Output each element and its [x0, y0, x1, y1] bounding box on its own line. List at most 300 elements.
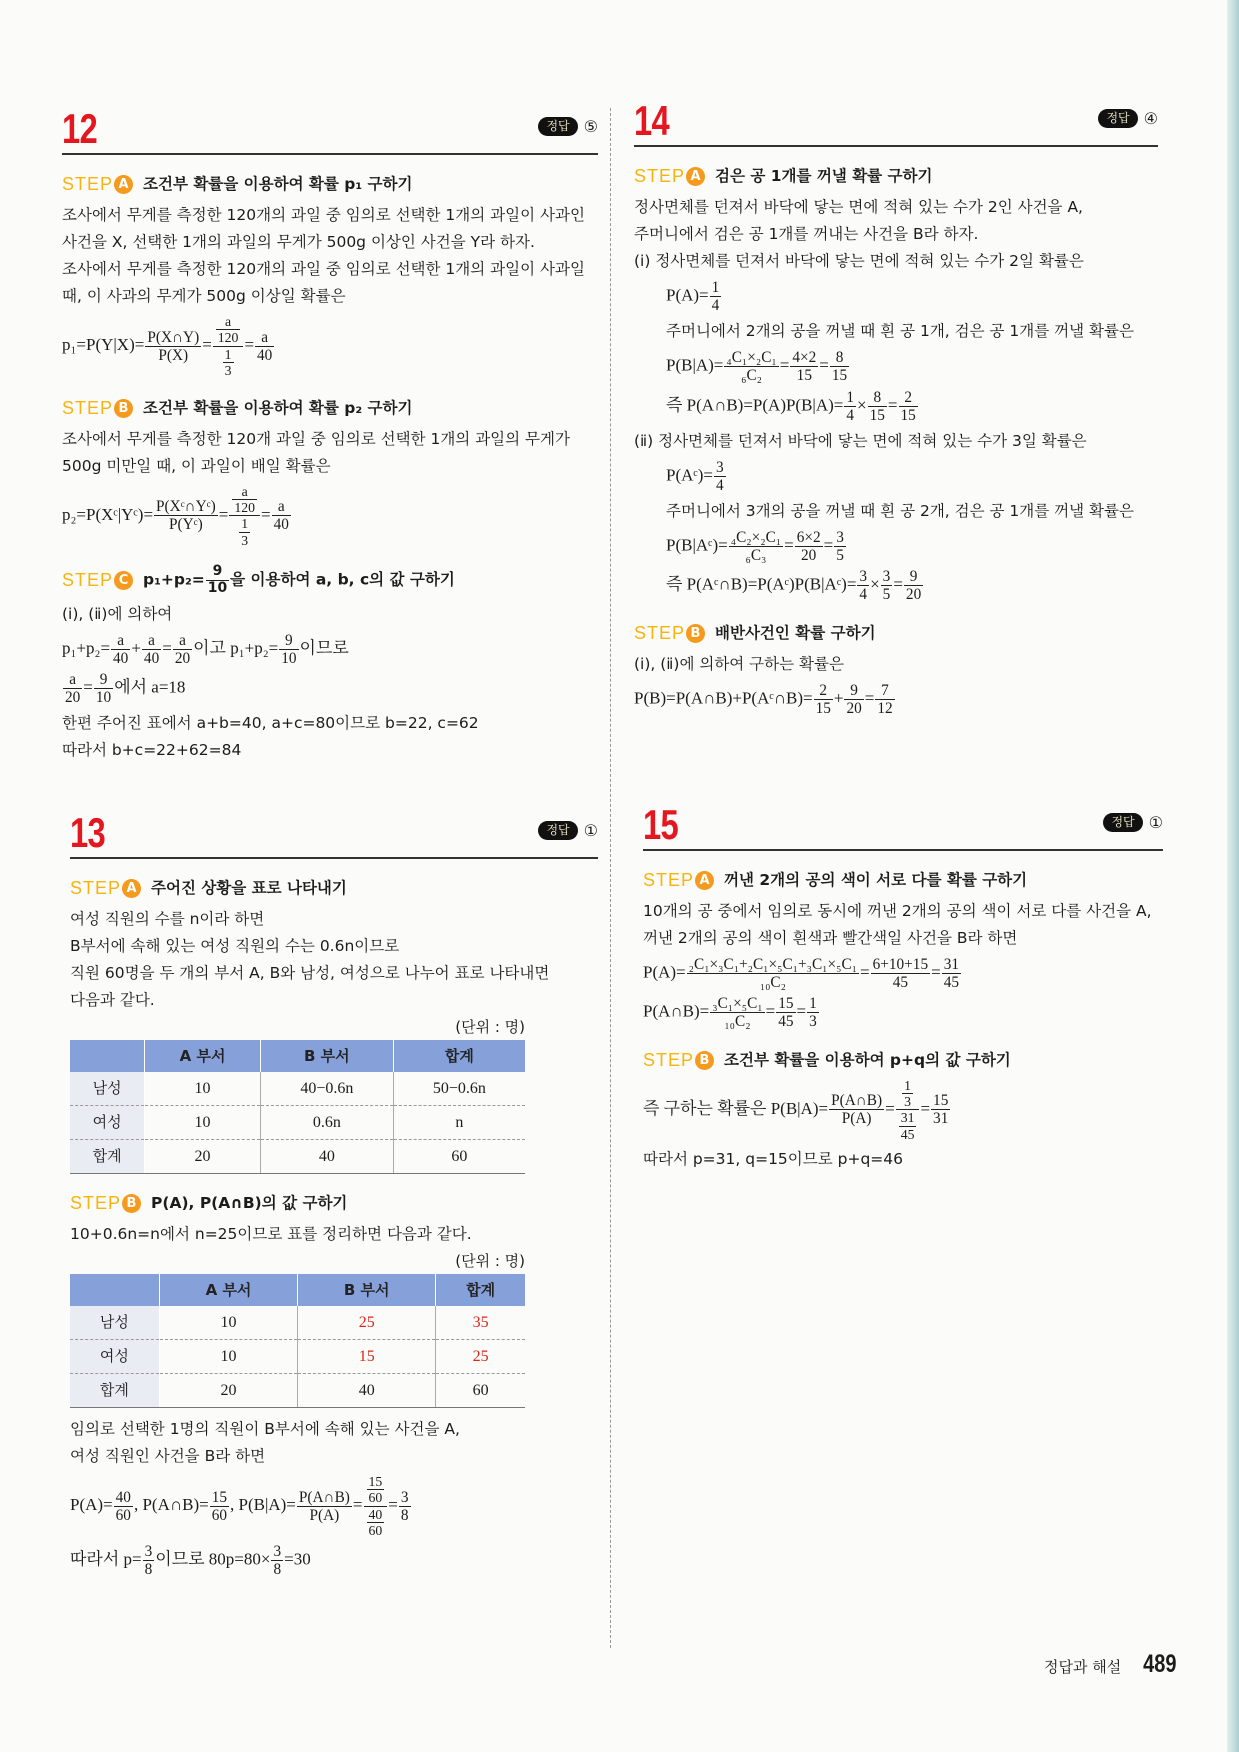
numerator [814, 682, 833, 700]
step-letter-icon: A [695, 871, 714, 890]
formula-text: P(Xᶜ∩Yᶜ) [156, 498, 216, 516]
formula-text: 15 [796, 367, 812, 385]
denominator [790, 367, 818, 384]
numerator [229, 484, 260, 517]
numerator [255, 329, 274, 347]
formula-line [634, 529, 1158, 564]
formula-text: a [117, 631, 125, 649]
column-header: A 부서 [159, 1274, 297, 1306]
table-cell: 40 [260, 1140, 393, 1174]
fraction [213, 314, 244, 379]
formula-text: p₁=P(Y|X)= [62, 335, 145, 355]
formula-text: 2 [904, 388, 912, 406]
step-label: STEP [634, 166, 686, 186]
formula-text: 20 [846, 699, 862, 717]
table-cell: 25 [436, 1340, 525, 1374]
fraction [830, 349, 849, 384]
numerator [143, 1543, 155, 1561]
formula-text: 조건부 확률을 이용하여 확률 p₁ 구하기 [143, 175, 413, 193]
answer [1103, 813, 1163, 832]
formula-text: 3 [882, 568, 891, 586]
formula-text: = [260, 504, 271, 524]
table-cell: 60 [436, 1374, 525, 1408]
denominator [229, 516, 260, 548]
formula-text: 을 이용하여 a, b, c의 값 구하기 [230, 570, 455, 589]
formula-line [643, 995, 1163, 1030]
fraction [844, 682, 863, 717]
fraction [904, 568, 923, 603]
denominator [899, 407, 918, 424]
formula-text: 8 [873, 388, 882, 406]
formula-text: 4 [859, 586, 868, 604]
formula-text: 10 [95, 688, 112, 706]
fraction [229, 484, 260, 549]
step-letter-icon: B [686, 624, 705, 643]
fraction [223, 347, 234, 379]
denominator [154, 516, 218, 533]
formula-text: P(A)= [666, 285, 709, 305]
fraction [297, 1489, 352, 1524]
text-line: 직원 60명을 두 개의 부서 A, B와 남성, 여성으로 나누어 표로 나타내면 [70, 964, 550, 982]
formula-text: a [277, 498, 285, 516]
formula-text: 1 [809, 995, 817, 1013]
answer-badge: 정답 [538, 117, 577, 136]
formula-line [634, 568, 1158, 603]
formula-text: P(X∩Y) [147, 328, 200, 346]
formula-text: P(A) [841, 1110, 872, 1128]
numerator [213, 314, 244, 347]
table-cell: 20 [159, 1374, 297, 1408]
fraction [710, 279, 722, 314]
numerator [834, 529, 846, 547]
answer-choice: ⑤ [583, 117, 598, 136]
fraction [857, 568, 869, 603]
step-title [151, 1190, 347, 1217]
step-title [143, 564, 455, 596]
formula-text: 20 [174, 649, 191, 667]
formula-text: 4 [846, 406, 855, 424]
formula-text: = [784, 535, 794, 555]
formula-text: , P(B|A)= [230, 1495, 296, 1515]
denominator [714, 477, 726, 494]
formula-text: 조건부 확률을 이용하여 확률 p₂ 구하기 [143, 398, 413, 417]
fraction [142, 632, 161, 667]
formula-text: 8 [835, 349, 844, 367]
fraction [687, 956, 859, 991]
formula-text: 즉 구하는 확률은 P(B|A)= [643, 1098, 829, 1118]
formula-text: 45 [943, 974, 959, 992]
fraction [145, 329, 201, 364]
formula-text: P(A)= [70, 1495, 113, 1515]
formula-text: 40 [113, 649, 129, 667]
formula-text: 1 [846, 388, 855, 406]
denominator [297, 1507, 352, 1524]
numerator [364, 1474, 388, 1507]
formula-text: P(A), P(A∩B)의 값 구하기 [151, 1194, 348, 1212]
denominator [844, 407, 856, 424]
text-line: 조사에서 무게를 측정한 120개 과일 중 임의로 선택한 1개의 과일의 무게가 [62, 429, 570, 448]
numerator [714, 459, 726, 477]
numerator [399, 1489, 411, 1507]
step-letter-icon: C [114, 571, 133, 590]
denominator [724, 367, 778, 384]
numerator [844, 682, 863, 700]
denominator [206, 581, 229, 597]
formula-text: 이므로 80p=80× [155, 1549, 271, 1569]
text-line: 주머니에서 검은 공 1개를 꺼내는 사건을 B라 하자. [634, 225, 979, 243]
denominator [868, 407, 887, 424]
denominator [830, 367, 849, 384]
denominator [255, 347, 274, 364]
step-letter-icon: A [686, 167, 705, 186]
column-divider [610, 108, 611, 1648]
solution-body [643, 867, 1163, 1173]
fraction [271, 1543, 283, 1578]
formula-text: 3 [144, 1542, 153, 1560]
formula-text: 40 [143, 649, 160, 667]
formula-line [634, 389, 1158, 424]
numerator [857, 568, 869, 586]
formula-text: = [823, 535, 834, 555]
step-label: STEP [70, 1193, 122, 1213]
formula-text: p₁+p₂= [62, 638, 111, 658]
formula-text: ₆C₃ [745, 547, 767, 565]
formula-text: P(Yᶜ) [169, 516, 203, 534]
fraction [255, 329, 274, 364]
text-line: 500g 미만일 때, 이 과일이 배일 확률은 [62, 456, 331, 475]
numerator [795, 529, 823, 547]
formula-text: = [860, 962, 870, 982]
formula-text: ₁₀C₂ [759, 974, 786, 992]
text-line: 정사면체를 던져서 바닥에 닿는 면에 적혀 있는 수가 2인 사건을 A, [634, 198, 1083, 216]
row-header: 여성 [70, 1340, 159, 1374]
step-label: STEP [643, 1049, 695, 1070]
table-row [70, 1106, 525, 1140]
numerator [239, 516, 250, 532]
numerator [724, 349, 778, 367]
fraction [63, 671, 82, 706]
formula-text: 조건부 확률을 이용하여 p+q의 값 구하기 [724, 1050, 1011, 1069]
formula-line [643, 1078, 1163, 1143]
formula-text: ₄C₁×₂C₁ [726, 349, 777, 367]
table-cell: 10 [145, 1072, 261, 1106]
answer-choice: ④ [1143, 109, 1158, 128]
formula-text: a [69, 670, 77, 688]
denominator [63, 689, 82, 706]
fraction [834, 529, 846, 564]
fraction [795, 529, 823, 564]
row-header: 합계 [70, 1140, 145, 1174]
formula-text: + [833, 688, 844, 708]
text-line: 한편 주어진 표에서 a+b=40, a+c=80이므로 b=22, c=62 [62, 714, 479, 732]
formula-text: 이므로 [299, 638, 349, 658]
fraction [173, 632, 192, 667]
fraction [364, 1474, 388, 1539]
formula-text: p₂=P(Xᶜ|Yᶜ)= [62, 504, 154, 524]
numerator [710, 995, 764, 1013]
column-header [70, 1040, 145, 1072]
formula-text: P(Aᶜ)= [666, 465, 713, 485]
formula-text: = [796, 1001, 807, 1021]
fraction [868, 389, 887, 424]
formula-text: × [870, 574, 880, 594]
formula-text: 15 [211, 1488, 228, 1506]
numerator [232, 484, 257, 500]
answer [538, 821, 598, 840]
formula-line [634, 349, 1158, 384]
denominator [239, 533, 250, 548]
denominator [896, 1110, 920, 1142]
formula-text: 15 [869, 406, 885, 424]
fraction [367, 1474, 385, 1506]
fraction [206, 564, 229, 596]
formula-text: 45 [900, 1126, 915, 1142]
table-cell: 35 [436, 1306, 525, 1340]
numerator [142, 632, 161, 650]
formula-text: 4 [716, 476, 724, 494]
formula-line [62, 484, 598, 549]
denominator [364, 1507, 388, 1539]
table-cell: 50−0.6n [393, 1072, 525, 1106]
step-heading [70, 875, 598, 902]
numerator [367, 1507, 385, 1523]
numerator [729, 529, 783, 547]
denominator [232, 500, 257, 515]
formula-text: a [261, 328, 269, 346]
text-line: (ⅰ), (ⅱ)에 의하여 구하는 확률은 [634, 654, 844, 673]
numerator [687, 956, 859, 974]
formula-text: P(A∩B)= [643, 1001, 710, 1021]
denominator [367, 1523, 385, 1538]
denominator [834, 547, 846, 564]
step-title [724, 1047, 1011, 1074]
formula-text: 60 [115, 1506, 131, 1524]
denominator [871, 974, 931, 991]
formula-text: 4 [711, 297, 720, 315]
formula-line [643, 956, 1163, 991]
formula-line [70, 1543, 598, 1578]
numerator [875, 682, 894, 700]
formula-text: 1 [224, 346, 232, 362]
formula-text: 1 [904, 1077, 912, 1093]
formula-text: 60 [368, 1490, 383, 1506]
formula-text: ₁₀C₂ [724, 1013, 751, 1031]
step-title [715, 163, 932, 190]
text-line: 주머니에서 3개의 공을 꺼낼 때 흰 공 2개, 검은 공 1개를 꺼낼 확률은 [666, 502, 1134, 520]
formula-text: = [864, 688, 875, 708]
denominator [399, 1507, 411, 1524]
numerator [114, 1489, 133, 1507]
numerator [279, 632, 298, 650]
fraction [714, 459, 726, 494]
denominator [142, 650, 161, 667]
problem-header [634, 96, 1158, 147]
table-cell: 10 [145, 1106, 261, 1140]
formula-text: 4×2 [792, 349, 817, 367]
formula-text: 45 [892, 974, 908, 992]
fraction [729, 529, 783, 564]
formula-line [62, 671, 598, 706]
formula-text: = [83, 677, 93, 697]
denominator [94, 689, 113, 706]
denominator [213, 347, 244, 379]
fraction [279, 632, 298, 667]
step-title [143, 395, 412, 422]
formula-text: 배반사건인 확률 구하기 [715, 623, 876, 642]
formula-text: P(A)= [643, 962, 686, 982]
table-row [70, 1072, 525, 1106]
formula-text: 3 [809, 1013, 817, 1031]
formula-text: 40 [257, 346, 273, 364]
denominator [807, 1013, 819, 1030]
problem-header [62, 104, 598, 155]
unit-label: (단위 : 명) [455, 1252, 525, 1270]
formula-text: p₁+p₂= [143, 570, 205, 589]
text-line: (ⅰ), (ⅱ)에 의하여 [62, 604, 173, 623]
formula-text: 9 [285, 631, 293, 649]
formula-text: = [779, 355, 790, 375]
table-cell: 0.6n [260, 1106, 393, 1140]
text-line: 임의로 선택한 1명의 직원이 B부서에 속해 있는 사건을 A, [70, 1420, 460, 1438]
solution-body [62, 171, 598, 764]
formula-text: ₂C₁×₃C₁+₂C₁×₅C₁+₃C₁×₅C₁ [688, 956, 858, 973]
denominator [223, 363, 234, 378]
formula-text: a [148, 631, 155, 649]
numerator [790, 349, 818, 367]
answer-choice: ① [583, 821, 598, 840]
table-row [70, 1306, 525, 1340]
formula-text: P(B)=P(A∩B)+P(Aᶜ∩B)= [634, 688, 813, 708]
answer-choice: ① [1148, 813, 1163, 832]
formula-text: = [887, 395, 898, 415]
numerator [942, 956, 961, 974]
numerator [829, 1092, 884, 1110]
denominator [776, 1013, 795, 1030]
formula-text: 10 [281, 649, 297, 667]
denominator [814, 700, 833, 717]
step-letter-icon: B [695, 1051, 714, 1070]
numerator [297, 1489, 352, 1507]
formula-text: = [244, 335, 255, 355]
formula-text: 3 [241, 532, 249, 548]
formula-text: = [885, 1098, 895, 1118]
denominator [857, 586, 869, 603]
problem-13-solution [70, 808, 598, 1582]
formula-text: P(B|Aᶜ)= [666, 535, 728, 555]
numerator [154, 498, 218, 516]
denominator [710, 297, 722, 314]
problem-number: 12 [62, 105, 97, 152]
numerator [173, 632, 192, 650]
step-title [143, 171, 412, 198]
step-heading [643, 1047, 1163, 1074]
fraction [896, 1078, 920, 1143]
numerator [896, 1078, 920, 1111]
column-header: A 부서 [145, 1040, 261, 1072]
formula-text: 따라서 p= [70, 1549, 142, 1569]
fraction [814, 682, 833, 717]
fraction [942, 956, 961, 991]
page-number: 489 [1143, 1650, 1177, 1678]
formula-text: 45 [778, 1013, 794, 1031]
formula-text: 1 [241, 516, 249, 532]
formula-text: 60 [211, 1506, 228, 1524]
formula-text: 31 [900, 1110, 915, 1126]
fraction [902, 1078, 913, 1110]
formula-text: = [202, 335, 212, 355]
formula-text: P(A) [309, 1506, 340, 1524]
step-letter-icon: B [122, 1194, 141, 1213]
formula-text: 5 [882, 586, 891, 604]
formula-text: 3 [904, 1093, 912, 1109]
step-heading [70, 1190, 598, 1217]
formula-text: 9 [99, 670, 108, 688]
fraction [899, 389, 918, 424]
fraction [216, 314, 241, 346]
step-heading [634, 163, 1158, 190]
numerator [216, 314, 241, 330]
problem-header [643, 800, 1163, 851]
formula-line [634, 682, 1158, 717]
formula-text: × [857, 395, 867, 415]
formula-text: 주어진 상황을 표로 나타내기 [151, 879, 347, 897]
formula-line [62, 314, 598, 379]
table-row [70, 1340, 525, 1374]
numerator [830, 349, 849, 367]
formula-text: 15 [778, 995, 794, 1013]
formula-text: P(A∩B) [298, 1488, 350, 1506]
fraction [875, 682, 894, 717]
formula-text: = [218, 504, 229, 524]
step-heading [62, 395, 598, 422]
step-title [715, 620, 876, 647]
text-line: 다음과 같다. [70, 991, 155, 1009]
denominator [829, 1110, 884, 1127]
denominator [844, 700, 863, 717]
fraction [724, 349, 778, 384]
fraction [154, 498, 218, 533]
numerator [871, 956, 931, 974]
formula-text: 3 [273, 1542, 282, 1560]
text-line: 때, 이 사과의 무게가 500g 이상일 확률은 [62, 287, 346, 305]
formula-text: 3 [716, 458, 724, 476]
fraction [931, 1092, 950, 1127]
numerator [210, 1489, 229, 1507]
numerator [710, 279, 722, 297]
formula-text: = [819, 355, 829, 375]
formula-text: 8 [400, 1506, 409, 1524]
formula-text: ₆C₂ [741, 367, 763, 385]
step-letter-icon: A [114, 175, 133, 194]
page-footer [1044, 1650, 1181, 1679]
table-row [70, 1374, 525, 1408]
formula-text: = [893, 574, 903, 594]
formula-text: 8 [144, 1560, 153, 1578]
row-header: 여성 [70, 1106, 145, 1140]
column-header: 합계 [436, 1274, 525, 1306]
fraction [232, 484, 257, 516]
formula-text: 1 [711, 279, 720, 296]
formula-text: P(X) [158, 346, 189, 364]
text-line: 따라서 p=31, q=15이므로 p+q=46 [643, 1150, 904, 1169]
numerator [931, 1092, 950, 1110]
formula-text: 15 [933, 1092, 949, 1110]
step-heading [62, 564, 598, 596]
table-cell: 60 [393, 1140, 525, 1174]
step-label: STEP [62, 569, 114, 590]
formula-text: 3 [836, 529, 844, 546]
denominator [687, 974, 859, 991]
